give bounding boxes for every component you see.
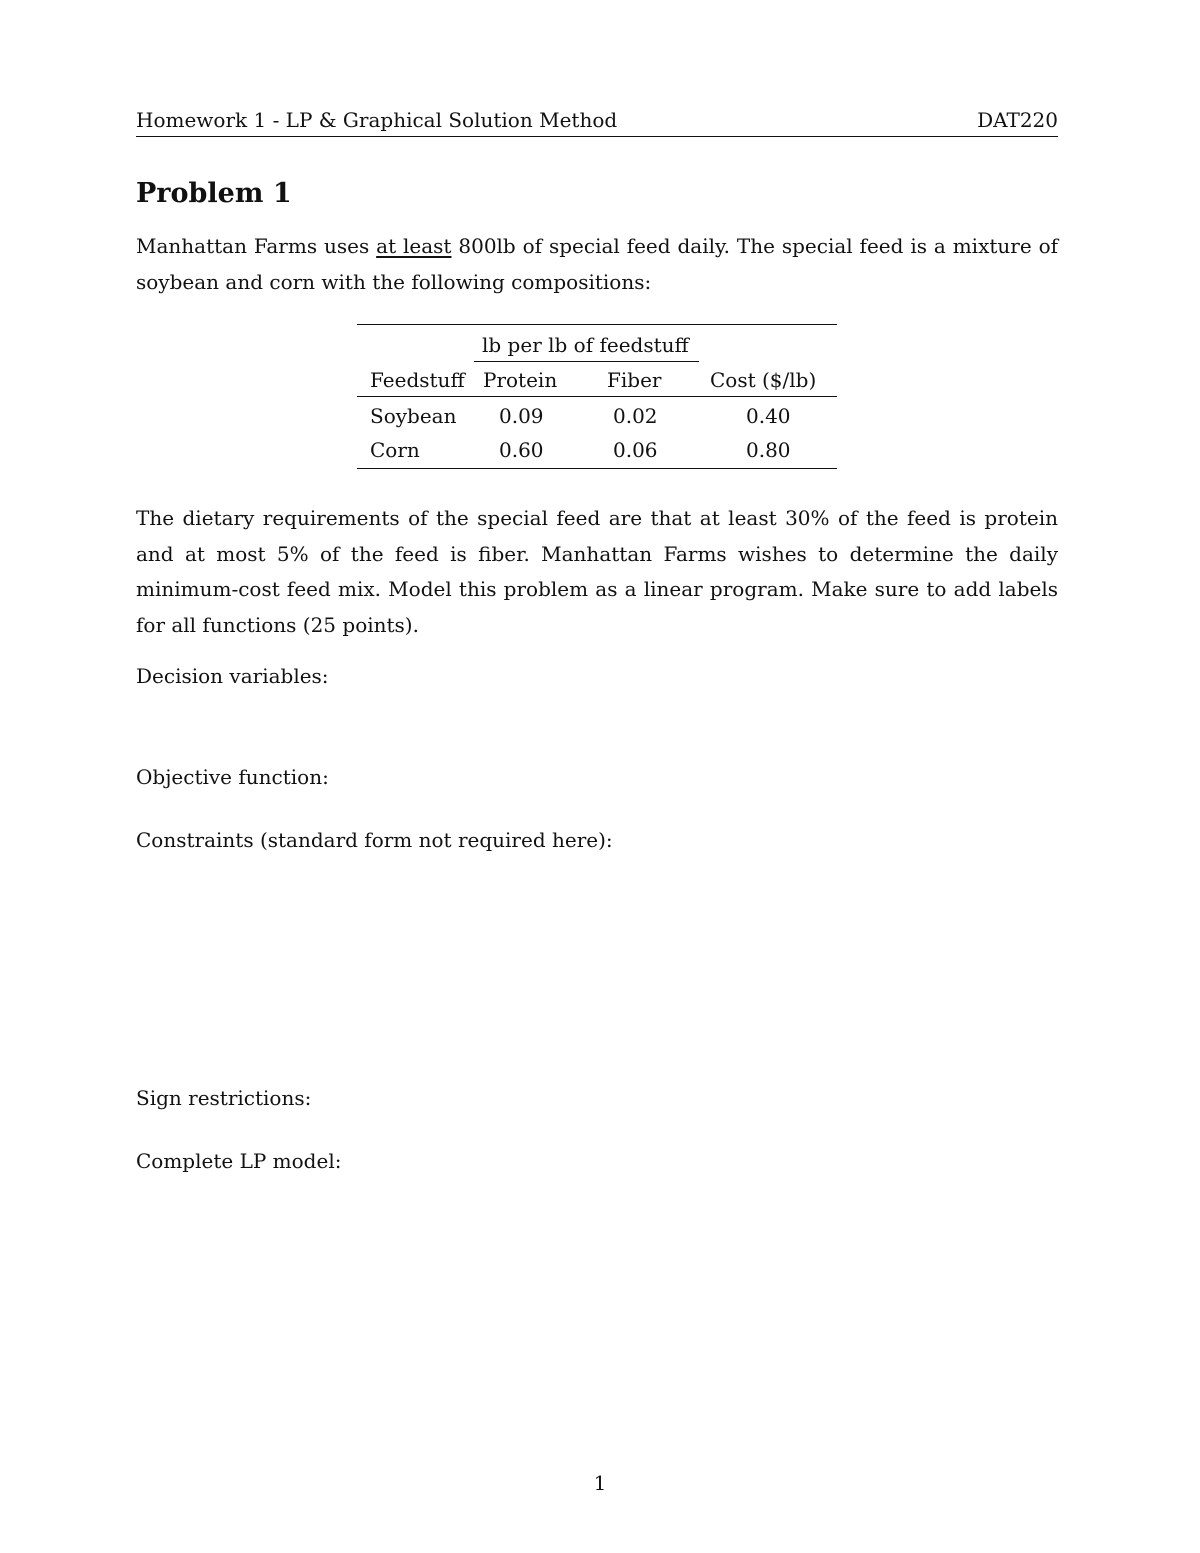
intro-text-2: 800lb of special feed daily. The special feed is a mixture of soybean and corn with the following compositions: <box>136 234 1059 294</box>
intro-text-1: Manhattan Farms uses <box>136 234 377 258</box>
objective-function-label: Objective function: <box>136 765 329 789</box>
table-mid-rule <box>357 396 837 397</box>
table-top-rule <box>357 324 837 325</box>
table-group-header: lb per lb of feedstuff <box>482 333 689 357</box>
cell-feedstuff: Soybean <box>370 404 457 428</box>
complete-model-label: Complete LP model: <box>136 1149 342 1173</box>
sign-restrictions-label: Sign restrictions: <box>136 1086 312 1110</box>
cell-protein: 0.60 <box>499 438 544 462</box>
cell-cost: 0.80 <box>746 438 791 462</box>
problem-title: Problem 1 <box>136 178 292 209</box>
column-header-feedstuff: Feedstuff <box>370 368 465 392</box>
header-title: Homework 1 - LP & Graphical Solution Method <box>136 108 618 132</box>
table-bottom-rule <box>357 468 837 469</box>
cell-feedstuff: Corn <box>370 438 420 462</box>
page-number: 1 <box>593 1471 607 1495</box>
table-group-rule <box>474 361 699 362</box>
column-header-cost: Cost ($/lb) <box>710 368 817 392</box>
problem-intro <box>136 229 1058 300</box>
cell-fiber: 0.06 <box>613 438 658 462</box>
decision-variables-label: Decision variables: <box>136 664 329 688</box>
column-header-protein: Protein <box>483 368 558 392</box>
page-header <box>136 106 1058 137</box>
intro-underlined-text: at least <box>376 234 452 258</box>
header-course-code: DAT220 <box>977 108 1058 132</box>
requirements-paragraph: The dietary requirements of the special feed are that at least 30% of the feed is protein and at most 5% of the feed is fiber. Manhattan Farms wishes to determine the daily minimum-cost feed mix. Model this problem as a linear program. Make sure to add labels for all functions (25 points). <box>136 506 1058 637</box>
cell-fiber: 0.02 <box>613 404 658 428</box>
feed-composition-table <box>357 324 837 470</box>
cell-cost: 0.40 <box>746 404 791 428</box>
column-header-fiber: Fiber <box>607 368 662 392</box>
constraints-label: Constraints (standard form not required here): <box>136 828 613 852</box>
cell-protein: 0.09 <box>499 404 544 428</box>
